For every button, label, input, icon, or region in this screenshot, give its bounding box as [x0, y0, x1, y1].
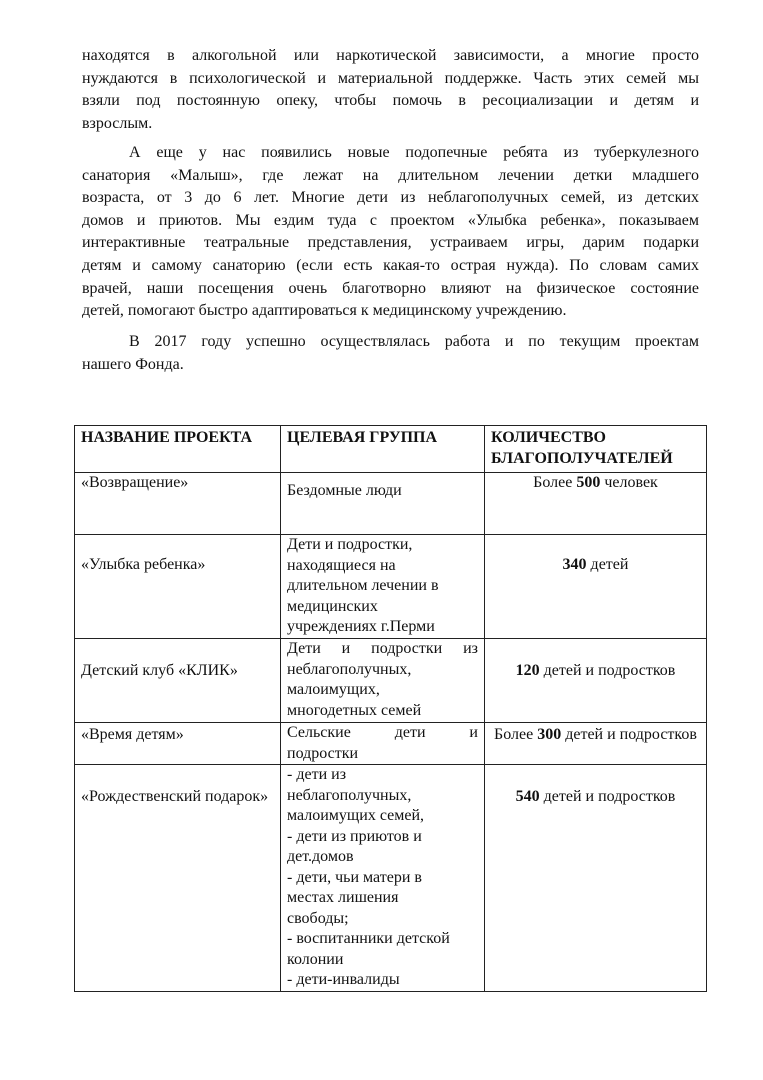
target-group [281, 535, 485, 639]
target-line: - дети из приютов и [287, 827, 422, 845]
text-line: взрослым. [82, 114, 153, 132]
target-line: - дети, чьи матери в [287, 868, 422, 886]
paragraph-2 [82, 142, 699, 323]
table-row [75, 473, 707, 535]
target-line: находящиеся на [287, 556, 396, 574]
target-line: длительном лечении в [287, 577, 439, 594]
target-line: учреждениях г.Перми [287, 618, 435, 635]
text-line: домов и приютов. Мы ездим туда с проектом «Улыбка ребенка», показываем [82, 211, 699, 229]
beneficiaries-count [485, 473, 707, 535]
count-prefix: Более [494, 726, 538, 743]
target-group [281, 639, 485, 723]
count-number: 500 [576, 474, 601, 491]
project-name: Детский клуб «КЛИК» [75, 639, 281, 723]
count-number: 300 [537, 726, 562, 743]
target-group [281, 473, 485, 535]
target-line: многодетных семей [287, 701, 422, 719]
table-row [75, 723, 707, 765]
project-name: «Возвращение» [75, 473, 281, 535]
text-line: нуждаются в психологической и материальной поддержке. Часть этих семей мы [82, 69, 699, 87]
target-line: подростки [287, 744, 359, 762]
header-target-group: ЦЕЛЕВАЯ ГРУППА [281, 426, 485, 473]
count-suffix: детей [586, 556, 629, 573]
target-line: Дети и подростки, [287, 536, 413, 553]
target-line: неблагополучных, [287, 786, 412, 804]
target-line: - воспитанники детской [287, 930, 450, 947]
target-group [281, 723, 485, 765]
text-line: В 2017 году успешно осуществлялась работа и по текущим проектам [129, 333, 699, 350]
beneficiaries-count [485, 639, 707, 723]
text-line: нашего Фонда. [82, 355, 184, 373]
count-prefix: Более [533, 474, 577, 491]
text-line: находятся в алкогольной или наркотической зависимости, а многие просто [82, 47, 699, 64]
table-row [75, 535, 707, 639]
text-line: возраста, от 3 до 6 лет. Многие дети из неблагополучных семей, из детских [82, 189, 699, 207]
target-line: медицинских [287, 597, 378, 615]
beneficiaries-count [485, 765, 707, 992]
count-suffix: человек [600, 474, 658, 491]
beneficiaries-count [485, 535, 707, 639]
count-suffix: детей и подростков [539, 662, 676, 679]
projects-table [74, 425, 707, 992]
project-name: «Улыбка ребенка» [75, 535, 281, 639]
text-line: врачей, наши посещения очень благотворно влияют на физическое состояние [82, 279, 699, 297]
target-group [281, 765, 485, 992]
count-suffix: детей и подростков [539, 788, 676, 805]
count-number: 340 [562, 556, 587, 573]
table-row [75, 765, 707, 992]
target-line: дет.домов [287, 848, 354, 865]
paragraph-1 [82, 45, 699, 135]
target-line: неблагополучных, [287, 660, 412, 678]
target-line: свободы; [287, 909, 349, 927]
text-line: детей, помогают быстро адаптироваться к медицинскому учреждению. [82, 302, 567, 320]
target-line: малоимущих семей, [287, 807, 424, 824]
count-number: 120 [515, 662, 540, 679]
target-line: Сельские дети и [287, 724, 478, 741]
target-line: малоимущих, [287, 681, 380, 698]
header-beneficiaries-count: КОЛИЧЕСТВО БЛАГОПОЛУЧАТЕЛЕЙ [485, 426, 707, 473]
text-line: интерактивные театральные представления, устраиваем игры, дарим подарки [82, 234, 699, 252]
count-number: 540 [515, 788, 540, 805]
target-line: Бездомные люди [287, 482, 402, 499]
text-line: детям и самому санаторию (если есть какая-то острая нужда). По словам самих [82, 256, 699, 274]
target-line: местах лишения [287, 889, 399, 906]
count-suffix: детей и подростков [561, 726, 697, 743]
target-line: Дети и подростки из [287, 640, 478, 657]
beneficiaries-count [485, 723, 707, 765]
text-line: А еще у нас появились новые подопечные ребята из туберкулезного [129, 144, 699, 161]
project-name: «Время детям» [75, 723, 281, 765]
table-row [75, 639, 707, 723]
text-line: взяли под постоянную опеку, чтобы помочь в ресоциализации и детям и [82, 92, 699, 110]
header-project-name: НАЗВАНИЕ ПРОЕКТА [75, 426, 281, 473]
target-line: - дети из [287, 766, 347, 783]
text-line: санатория «Малыш», где лежат на длительном лечении детки младшего [82, 166, 699, 184]
paragraph-3 [82, 331, 699, 376]
project-name: «Рождественский подарок» [75, 765, 281, 992]
target-line: колонии [287, 950, 344, 968]
target-line: - дети-инвалиды [287, 971, 400, 988]
table-header-row [75, 426, 707, 473]
